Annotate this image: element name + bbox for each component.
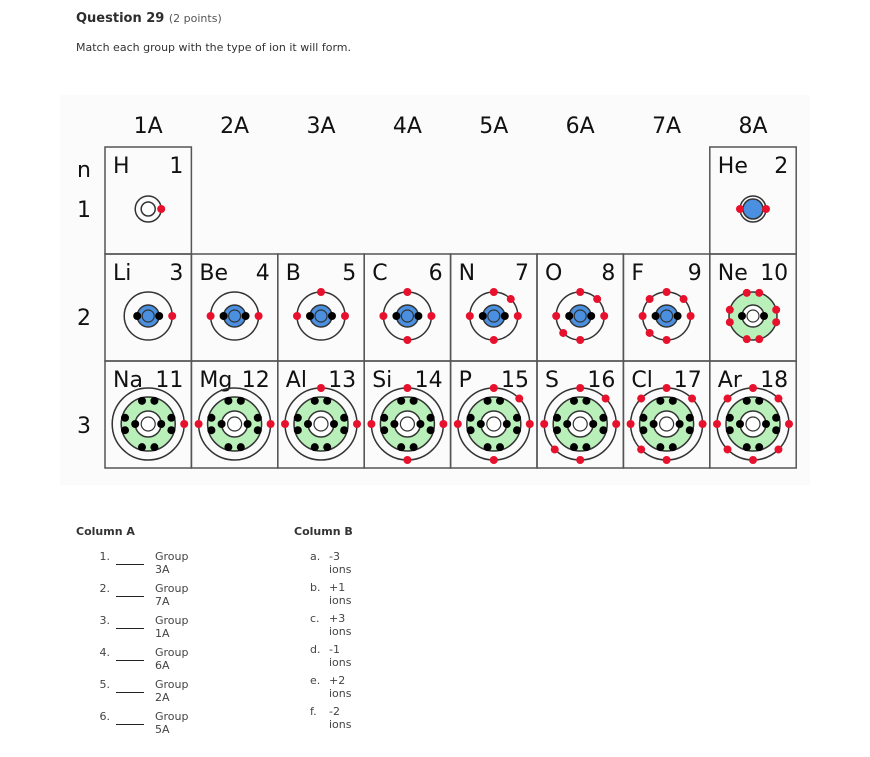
electron-dot	[593, 295, 601, 303]
electron-dot	[600, 312, 608, 320]
electron-dot	[484, 397, 492, 405]
electron-dot	[180, 420, 188, 428]
electron-dot	[639, 414, 647, 422]
electron-dot	[599, 426, 607, 434]
item-label: Group 6A	[155, 646, 189, 672]
electron-dot	[639, 312, 647, 320]
atomic-number: 15	[501, 368, 529, 393]
atomic-number: 13	[328, 368, 357, 393]
electron-dot	[306, 312, 314, 320]
electron-dot	[736, 205, 744, 213]
electron-dot	[646, 295, 654, 303]
atomic-number: 1	[169, 154, 184, 179]
electron-dot	[743, 397, 751, 405]
electron-dot	[674, 312, 682, 320]
electron-dot	[755, 335, 763, 343]
period-label: 3	[77, 414, 91, 439]
electron-dot	[726, 414, 734, 422]
electron-dot	[379, 312, 387, 320]
electron-dot	[414, 312, 422, 320]
electron-dot	[138, 397, 146, 405]
electron-dot	[304, 420, 312, 428]
answer-blank[interactable]	[116, 614, 144, 629]
electron-dot	[254, 414, 262, 422]
electron-dot	[582, 397, 590, 405]
electron-dot	[367, 420, 375, 428]
item-number: 2.	[99, 582, 110, 595]
electron-dot	[224, 443, 232, 451]
element-symbol: N	[458, 261, 476, 286]
element-symbol: He	[717, 154, 748, 179]
electron-dot	[599, 414, 607, 422]
electron-dot	[244, 420, 252, 428]
electron-dot	[743, 335, 751, 343]
electron-dot	[726, 318, 734, 326]
electron-dot	[397, 443, 405, 451]
option-letter: b.	[310, 581, 321, 594]
electron-dot	[479, 312, 487, 320]
answer-blank[interactable]	[116, 582, 144, 597]
electron-dot	[688, 395, 696, 403]
option-label: +1 ions	[329, 581, 352, 607]
electron-dot	[772, 426, 780, 434]
electron-dot	[501, 312, 509, 320]
atomic-number: 16	[587, 368, 616, 393]
electron-dot	[267, 420, 275, 428]
electron-dot	[724, 445, 732, 453]
electron-dot	[150, 443, 158, 451]
period-label: 2	[77, 306, 91, 331]
electron-dot	[220, 312, 228, 320]
group-header: 4A	[392, 114, 422, 139]
element-symbol: Na	[113, 368, 143, 393]
electron-dot	[380, 414, 388, 422]
electron-dot	[403, 456, 411, 464]
electron-dot	[207, 426, 215, 434]
group-header: 5A	[479, 114, 509, 139]
electron-dot	[576, 384, 584, 392]
element-symbol: B	[285, 261, 301, 286]
element-symbol: S	[545, 368, 559, 393]
atomic-number: 10	[760, 261, 789, 286]
electron-dot	[526, 420, 534, 428]
nucleus	[141, 202, 155, 216]
electron-dot	[772, 414, 780, 422]
electron-dot	[637, 395, 645, 403]
electron-dot	[168, 312, 176, 320]
electron-dot	[552, 312, 560, 320]
electron-dot	[612, 420, 620, 428]
option-label: -1 ions	[329, 643, 352, 669]
electron-dot	[467, 414, 475, 422]
electron-dot	[416, 420, 424, 428]
atomic-number: 9	[687, 261, 702, 286]
item-label: Group 3A	[155, 550, 189, 576]
electron-dot	[341, 312, 349, 320]
electron-dot	[676, 420, 684, 428]
column-b-heading: Column B	[294, 525, 353, 538]
option-label: -2 ions	[329, 705, 352, 731]
electron-dot	[772, 306, 780, 314]
electron-dot	[772, 318, 780, 326]
item-label: Group 1A	[155, 614, 189, 640]
electron-dot	[686, 414, 694, 422]
electron-dot	[507, 295, 515, 303]
electron-dot	[749, 456, 757, 464]
electron-dot	[760, 312, 768, 320]
element-symbol: Li	[113, 261, 132, 286]
electron-dot	[496, 443, 504, 451]
electron-dot	[155, 312, 163, 320]
option-label: +2 ions	[329, 674, 352, 700]
electron-dot	[439, 420, 447, 428]
electron-dot	[576, 336, 584, 344]
item-number: 1.	[99, 550, 110, 563]
electron-dot	[726, 426, 734, 434]
element-symbol: Si	[372, 368, 393, 393]
atomic-number: 7	[515, 261, 529, 286]
electron-dot	[656, 397, 664, 405]
electron-dot	[195, 420, 203, 428]
electron-dot	[749, 384, 757, 392]
period-label: 1	[77, 198, 91, 223]
electron-dot	[576, 288, 584, 296]
group-header: 7A	[652, 114, 682, 139]
option-letter: d.	[310, 643, 321, 656]
electron-dot	[353, 420, 361, 428]
electron-dot	[663, 336, 671, 344]
electron-dot	[637, 445, 645, 453]
electron-dot	[207, 312, 215, 320]
electron-dot	[713, 420, 721, 428]
atomic-number: 8	[601, 261, 616, 286]
option-letter: e.	[310, 674, 321, 687]
electron-dot	[380, 426, 388, 434]
element-symbol: O	[545, 261, 563, 286]
electron-dot	[570, 443, 578, 451]
electron-dot	[762, 420, 770, 428]
answer-blank[interactable]	[116, 678, 144, 693]
electron-dot	[650, 420, 658, 428]
electron-dot	[427, 426, 435, 434]
electron-dot	[755, 397, 763, 405]
electron-dot	[656, 443, 664, 451]
electron-dot	[513, 426, 521, 434]
electron-dot	[587, 312, 595, 320]
electron-dot	[738, 312, 746, 320]
electron-dot	[490, 456, 498, 464]
electron-dot	[427, 312, 435, 320]
electron-dot	[652, 312, 660, 320]
electron-dot	[743, 443, 751, 451]
electron-dot	[686, 426, 694, 434]
electron-dot	[121, 426, 129, 434]
electron-dot	[559, 329, 567, 337]
electron-dot	[669, 443, 677, 451]
item-number: 4.	[99, 646, 110, 659]
answer-blank[interactable]	[116, 646, 144, 661]
electron-dot	[138, 443, 146, 451]
electron-dot	[663, 456, 671, 464]
group-header: 2A	[220, 114, 250, 139]
electron-dot	[410, 443, 418, 451]
group-header: 8A	[738, 114, 768, 139]
atomic-number: 4	[255, 261, 270, 286]
electron-dot	[254, 426, 262, 434]
answer-blank[interactable]	[116, 550, 144, 565]
electron-dot	[540, 420, 548, 428]
electron-dot	[484, 443, 492, 451]
element-symbol: Al	[285, 368, 307, 393]
element-symbol: Be	[199, 261, 229, 286]
electron-dot	[762, 205, 770, 213]
group-header: 6A	[565, 114, 595, 139]
electron-dot	[563, 420, 571, 428]
element-symbol: Ne	[717, 261, 748, 286]
electron-dot	[680, 295, 688, 303]
electron-dot	[699, 420, 707, 428]
option-letter: c.	[310, 612, 320, 625]
electron-dot	[403, 288, 411, 296]
question-title	[76, 11, 222, 26]
item-number: 3.	[99, 614, 110, 627]
electron-dot	[392, 312, 400, 320]
electron-dot	[131, 420, 139, 428]
electron-dot	[427, 414, 435, 422]
electron-dot	[242, 312, 250, 320]
electron-dot	[582, 443, 590, 451]
electron-dot	[589, 420, 597, 428]
electron-dot	[755, 443, 763, 451]
item-number: 5.	[99, 678, 110, 691]
element-symbol: Ar	[717, 368, 742, 393]
electron-dot	[726, 306, 734, 314]
electron-dot	[390, 420, 398, 428]
electron-dot	[477, 420, 485, 428]
atomic-number: 11	[155, 368, 184, 393]
electron-dot	[639, 426, 647, 434]
electron-dot	[513, 414, 521, 422]
electron-dot	[157, 205, 165, 213]
column-a-heading: Column A	[76, 525, 135, 538]
question-prompt: Match each group with the type of ion it will form.	[76, 41, 352, 54]
electron-dot	[553, 414, 561, 422]
atomic-number: 3	[169, 261, 184, 286]
electron-dot	[663, 288, 671, 296]
electron-dot	[490, 288, 498, 296]
electron-dot	[293, 312, 301, 320]
answer-blank[interactable]	[116, 710, 144, 725]
electron-dot	[311, 397, 319, 405]
electron-dot	[503, 420, 511, 428]
item-label: Group 2A	[155, 678, 189, 704]
electron-dot	[317, 384, 325, 392]
element-symbol: C	[372, 261, 388, 286]
electron-dot	[294, 426, 302, 434]
electron-dot	[403, 384, 411, 392]
electron-dot	[121, 414, 129, 422]
electron-dot	[687, 312, 695, 320]
electron-dot	[323, 443, 331, 451]
electron-dot	[397, 397, 405, 405]
electron-dot	[330, 420, 338, 428]
electron-dot	[224, 397, 232, 405]
question-points: (2 points)	[168, 12, 222, 25]
element-symbol: P	[458, 368, 472, 393]
element-symbol: Mg	[199, 368, 233, 393]
atomic-number: 17	[673, 368, 702, 393]
question-number: Question 29	[76, 11, 165, 26]
electron-dot	[565, 312, 573, 320]
electron-dot	[157, 420, 165, 428]
electron-dot	[207, 414, 215, 422]
atomic-number: 12	[241, 368, 270, 393]
option-letter: f.	[310, 705, 317, 718]
electron-dot	[570, 397, 578, 405]
atomic-number: 2	[774, 154, 789, 179]
group-header: 3A	[306, 114, 336, 139]
electron-dot	[328, 312, 336, 320]
electron-dot	[454, 420, 462, 428]
electron-dot	[133, 312, 141, 320]
electron-dot	[785, 420, 793, 428]
electron-dot	[340, 414, 348, 422]
atomic-number: 18	[760, 368, 789, 393]
electron-dot	[467, 426, 475, 434]
electron-dot	[627, 420, 635, 428]
electron-dot	[490, 336, 498, 344]
item-label: Group 7A	[155, 582, 189, 608]
option-label: -3 ions	[329, 550, 352, 576]
element-symbol: F	[631, 261, 645, 286]
electron-dot	[466, 312, 474, 320]
electron-dot	[340, 426, 348, 434]
electron-dot	[490, 384, 498, 392]
electron-dot	[576, 456, 584, 464]
periodic-table-figure	[60, 95, 810, 485]
atomic-number: 6	[428, 261, 443, 286]
electron-dot	[255, 312, 263, 320]
atomic-number: 14	[414, 368, 443, 393]
option-label: +3 ions	[329, 612, 352, 638]
electron-dot	[553, 426, 561, 434]
electron-dot	[669, 397, 677, 405]
electron-dot	[311, 443, 319, 451]
electron-dot	[403, 336, 411, 344]
electron-dot	[736, 420, 744, 428]
nucleus	[743, 199, 763, 219]
electron-dot	[774, 395, 782, 403]
electron-dot	[515, 395, 523, 403]
electron-dot	[774, 445, 782, 453]
electron-dot	[755, 289, 763, 297]
electron-dot	[218, 420, 226, 428]
electron-dot	[724, 395, 732, 403]
electron-dot	[323, 397, 331, 405]
electron-dot	[496, 397, 504, 405]
electron-dot	[294, 414, 302, 422]
group-header: 1A	[133, 114, 163, 139]
electron-dot	[551, 445, 559, 453]
electron-dot	[150, 397, 158, 405]
atomic-number: 5	[342, 261, 357, 286]
electron-dot	[743, 289, 751, 297]
electron-dot	[410, 397, 418, 405]
element-symbol: H	[113, 154, 130, 179]
n-label: n	[77, 158, 91, 183]
item-label: Group 5A	[155, 710, 189, 736]
electron-dot	[281, 420, 289, 428]
item-number: 6.	[99, 710, 110, 723]
electron-dot	[663, 384, 671, 392]
electron-dot	[167, 414, 175, 422]
electron-dot	[514, 312, 522, 320]
electron-dot	[167, 426, 175, 434]
electron-dot	[317, 288, 325, 296]
element-symbol: Cl	[631, 368, 653, 393]
electron-dot	[646, 329, 654, 337]
electron-dot	[237, 397, 245, 405]
electron-dot	[602, 395, 610, 403]
option-letter: a.	[310, 550, 321, 563]
electron-dot	[237, 443, 245, 451]
